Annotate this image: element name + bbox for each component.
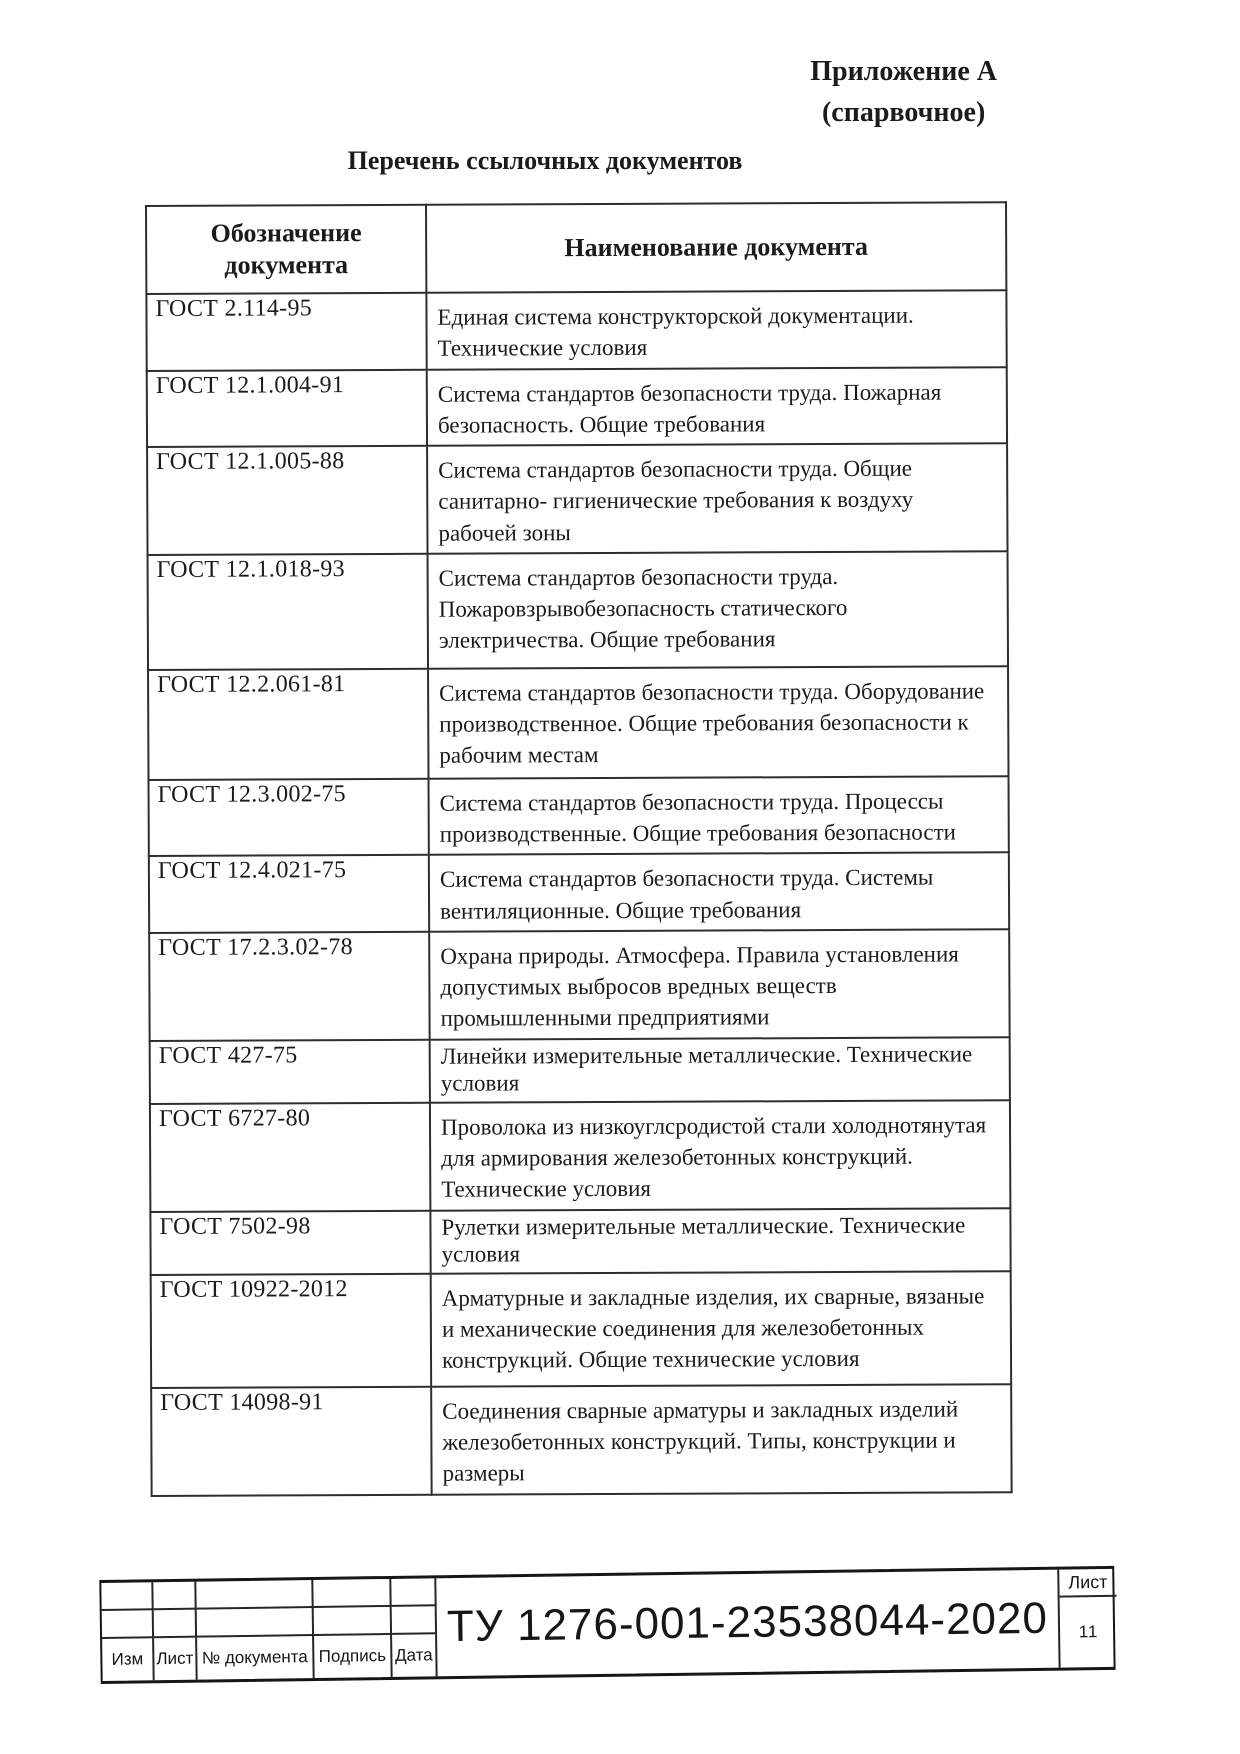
table-row (150, 1037, 1010, 1104)
title-block-label-doc-number: № документа (197, 1636, 315, 1680)
title-block-empty-cell (153, 1582, 196, 1611)
name-cell: Единая система конструкторской документации. Технические условия (426, 290, 1006, 369)
table-row (150, 1100, 1010, 1212)
title-block-empty-cell (313, 1579, 391, 1608)
table-row (151, 1271, 1011, 1388)
title-block-empty-cell (102, 1610, 154, 1639)
column-header-name: Наименование документа (426, 202, 1006, 293)
name-cell: Система стандартов безопасности труда. Процессы производственные. Общие требования безопасности (429, 776, 1009, 855)
title-block-empty-cell (154, 1610, 197, 1639)
references-table (145, 201, 1013, 1496)
title-block (99, 1566, 1115, 1684)
table-row (148, 551, 1008, 670)
table-row (151, 1384, 1011, 1496)
appendix-label: Приложение А (810, 56, 997, 87)
name-cell: Охрана природы. Атмосфера. Правила установления допустимых выбросов вредных веществ промышленными предприятиями (429, 929, 1009, 1039)
title-block-empty-cell (101, 1582, 153, 1611)
designation-cell: ГОСТ 12.1.005-88 (147, 446, 427, 555)
name-cell: Линейки измерительные металлические. Технические условия (430, 1037, 1010, 1103)
name-cell: Рулетки измерительные металлические. Технические условия (430, 1208, 1010, 1274)
table-row (149, 776, 1009, 856)
designation-cell: ГОСТ 12.1.004-91 (147, 369, 427, 447)
title-block-empty-cell (391, 1578, 436, 1607)
designation-cell: ГОСТ 10922-2012 (151, 1274, 431, 1388)
title-block-empty-cell (314, 1607, 392, 1636)
title-block-label-list: Лист (154, 1638, 198, 1681)
table-row (146, 290, 1006, 370)
name-cell: Система стандартов безопасности труда. Системы вентиляционные. Общие требования (429, 853, 1009, 932)
title-block-label-date: Дата (392, 1634, 438, 1677)
title-block-empty-cell (197, 1608, 314, 1638)
name-cell: Система стандартов безопасности труда. Оборудование производственное. Общие требования безопасности к рабочим местам (428, 666, 1008, 779)
title-block-empty-cell (196, 1580, 313, 1610)
table-row (147, 443, 1007, 555)
table-row (148, 666, 1008, 780)
designation-cell: ГОСТ 12.2.061-81 (148, 669, 428, 780)
name-cell: Система стандартов безопасности труда. Пожарная безопасность. Общие требования (427, 367, 1007, 446)
designation-cell: ГОСТ 427-75 (150, 1039, 430, 1103)
name-cell: Арматурные и закладные изделия, их сварные, вязаные и механические соединения для железобетонных конструкций. Общие технические условия (431, 1271, 1011, 1387)
designation-cell: ГОСТ 17.2.3.02-78 (149, 932, 429, 1041)
title-block-label-signature: Подпись (314, 1635, 393, 1678)
designation-cell: ГОСТ 14098-91 (151, 1387, 431, 1496)
designation-cell: ГОСТ 12.3.002-75 (149, 779, 429, 857)
sheet-label: Лист (1059, 1569, 1116, 1598)
name-cell: Система стандартов безопасности труда. Общие санитарно- гигиенические требования к воздуху рабочей зоны (427, 443, 1007, 553)
column-header-designation: Обозначение документа (146, 205, 426, 294)
appendix-header (810, 52, 997, 133)
designation-cell: ГОСТ 7502-98 (150, 1210, 430, 1274)
table-row (147, 367, 1007, 447)
page-title: Перечень ссылочных документов (347, 146, 743, 175)
name-cell: Соединения сварные арматуры и закладных изделий железобетонных конструкций. Типы, конструкции и размеры (431, 1384, 1011, 1494)
document-number: ТУ 1276-001-23538044-2020 (436, 1570, 1060, 1677)
title-block-empty-cell (392, 1606, 437, 1635)
designation-cell: ГОСТ 2.114-95 (146, 293, 426, 371)
designation-cell: ГОСТ 6727-80 (150, 1103, 430, 1212)
title-block-label-izm: Изм (102, 1638, 155, 1681)
name-cell: Система стандартов безопасности труда. Пожаровзрывобезопасность статического электричества. Общие требования (428, 551, 1008, 669)
references-table-wrap (145, 201, 1013, 1496)
table-header-row (146, 202, 1006, 294)
table-row (149, 853, 1009, 933)
designation-cell: ГОСТ 12.4.021-75 (149, 855, 429, 933)
table-row (149, 929, 1009, 1041)
appendix-note: (спарвочное) (821, 96, 986, 128)
name-cell: Проволока из низкоуглсродистой стали холоднотянутая для армирования железобетонных конструкций. Технические условия (430, 1100, 1010, 1210)
table-row (150, 1208, 1010, 1275)
sheet-number: 11 (1078, 1622, 1099, 1642)
designation-cell: ГОСТ 12.1.018-93 (148, 554, 428, 670)
